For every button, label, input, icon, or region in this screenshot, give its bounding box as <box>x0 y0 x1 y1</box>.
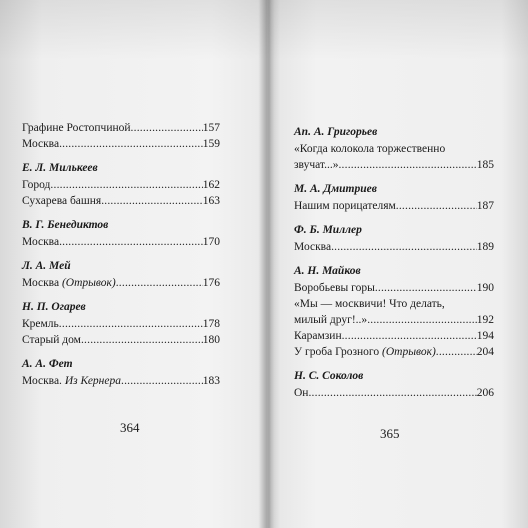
toc-title: Нашим порицателям <box>294 200 396 212</box>
leader-dots <box>131 120 203 136</box>
toc-entry <box>294 181 494 214</box>
leader-dots <box>116 275 203 291</box>
toc-page-ref: 192 <box>476 314 494 326</box>
toc-subtitle: (Отрывок) <box>382 346 436 358</box>
toc-author: Н. С. Соколов <box>294 370 364 382</box>
toc-page-ref: 204 <box>476 346 494 358</box>
toc-line <box>22 275 220 291</box>
toc-entry <box>294 124 494 173</box>
toc-line <box>294 280 494 296</box>
toc-entry <box>294 222 494 255</box>
toc-page-ref: 157 <box>202 122 220 134</box>
toc-title: Москва <box>22 236 60 248</box>
toc-title-wrapped: «Мы — москвичи! Что делать, <box>294 298 445 310</box>
toc-line <box>22 136 220 152</box>
toc-title: Город <box>22 179 51 191</box>
toc-page-ref: 183 <box>202 375 220 387</box>
toc-title: Москва <box>294 241 332 253</box>
toc-entry <box>22 299 220 348</box>
toc-author: В. Г. Бенедиктов <box>22 219 109 231</box>
toc-author: А. А. Фет <box>22 358 73 370</box>
toc-entry <box>22 160 220 209</box>
toc-line <box>22 316 220 332</box>
toc-title <box>22 373 121 389</box>
leader-dots <box>396 198 477 214</box>
toc-title-text: Москва <box>22 277 60 289</box>
toc-title-text: У гроба Грозного <box>294 346 380 358</box>
toc-page-ref: 206 <box>476 387 494 399</box>
leader-dots <box>375 280 477 296</box>
toc-page-ref: 190 <box>476 282 494 294</box>
toc-title <box>294 344 436 360</box>
toc-author: Л. А. Мей <box>22 260 71 272</box>
toc-line <box>294 385 494 401</box>
toc-author: Н. П. Огарев <box>22 301 86 313</box>
toc-line <box>22 332 220 348</box>
leader-dots <box>81 332 203 348</box>
toc-subtitle: (Отрывок) <box>61 277 116 289</box>
toc-title: милый друг!..» <box>294 314 368 326</box>
toc-title-wrapped: «Когда колокола торжественно <box>294 143 446 155</box>
toc-entry <box>22 120 220 152</box>
toc-title: Москва <box>22 138 60 150</box>
toc-line <box>294 328 494 344</box>
toc-line <box>22 120 220 136</box>
toc-entry <box>22 258 220 291</box>
toc-page-ref: 170 <box>202 236 220 248</box>
toc-page-ref: 176 <box>202 277 220 289</box>
toc-line <box>22 373 220 389</box>
toc-title: Графине Ростопчиной <box>22 122 131 134</box>
leader-dots <box>367 312 477 328</box>
toc-line <box>294 239 494 255</box>
toc-title: Кремль <box>22 318 59 330</box>
toc-title: Воробьевы горы <box>294 282 375 294</box>
toc-entry <box>294 368 494 401</box>
left-page <box>0 0 260 528</box>
toc-author: Ф. Б. Миллер <box>294 224 362 236</box>
toc-author: А. Н. Майков <box>294 265 361 277</box>
toc-title: звучат...» <box>294 159 339 171</box>
toc-page-ref: 163 <box>202 195 220 207</box>
toc-title: Старый дом <box>22 334 81 346</box>
toc-line <box>294 198 494 214</box>
toc-author: М. А. Дмитриев <box>294 183 377 195</box>
toc-page-ref: 189 <box>476 241 494 253</box>
toc-entry <box>22 356 220 389</box>
page-number: 364 <box>120 420 140 435</box>
toc-author: Е. Л. Милькеев <box>22 162 98 174</box>
leader-dots <box>50 177 202 193</box>
toc-page-ref: 194 <box>476 330 494 342</box>
toc-entry <box>294 263 494 360</box>
toc-line <box>294 344 494 360</box>
toc-page-ref: 178 <box>202 318 220 330</box>
toc-entry <box>22 217 220 250</box>
toc-title: Карамзин <box>294 330 342 342</box>
leader-dots <box>59 136 203 152</box>
toc-line <box>294 312 494 328</box>
toc-author: Ап. А. Григорьев <box>294 126 378 138</box>
toc-page-ref: 187 <box>476 200 494 212</box>
leader-dots <box>59 316 203 332</box>
toc-page-ref: 185 <box>476 159 494 171</box>
leader-dots <box>436 344 477 360</box>
leader-dots <box>59 234 203 250</box>
page-number: 365 <box>380 426 400 441</box>
toc-title: Он <box>294 387 309 399</box>
leader-dots <box>308 385 476 401</box>
toc-column-right <box>294 124 494 409</box>
leader-dots <box>342 328 477 344</box>
toc-line <box>22 234 220 250</box>
toc-title-text: Москва. <box>22 375 62 387</box>
toc-column-left <box>22 120 220 397</box>
right-page <box>276 0 528 528</box>
leader-dots <box>121 373 203 389</box>
toc-title <box>22 275 116 291</box>
toc-line <box>294 157 494 173</box>
toc-title: Сухарева башня <box>22 195 102 207</box>
toc-line <box>22 177 220 193</box>
leader-dots <box>338 157 476 173</box>
leader-dots <box>331 239 477 255</box>
toc-subtitle: Из Кернера <box>64 375 121 387</box>
toc-page-ref: 159 <box>202 138 220 150</box>
toc-line <box>22 193 220 209</box>
leader-dots <box>101 193 203 209</box>
toc-page-ref: 180 <box>202 334 220 346</box>
toc-page-ref: 162 <box>202 179 220 191</box>
